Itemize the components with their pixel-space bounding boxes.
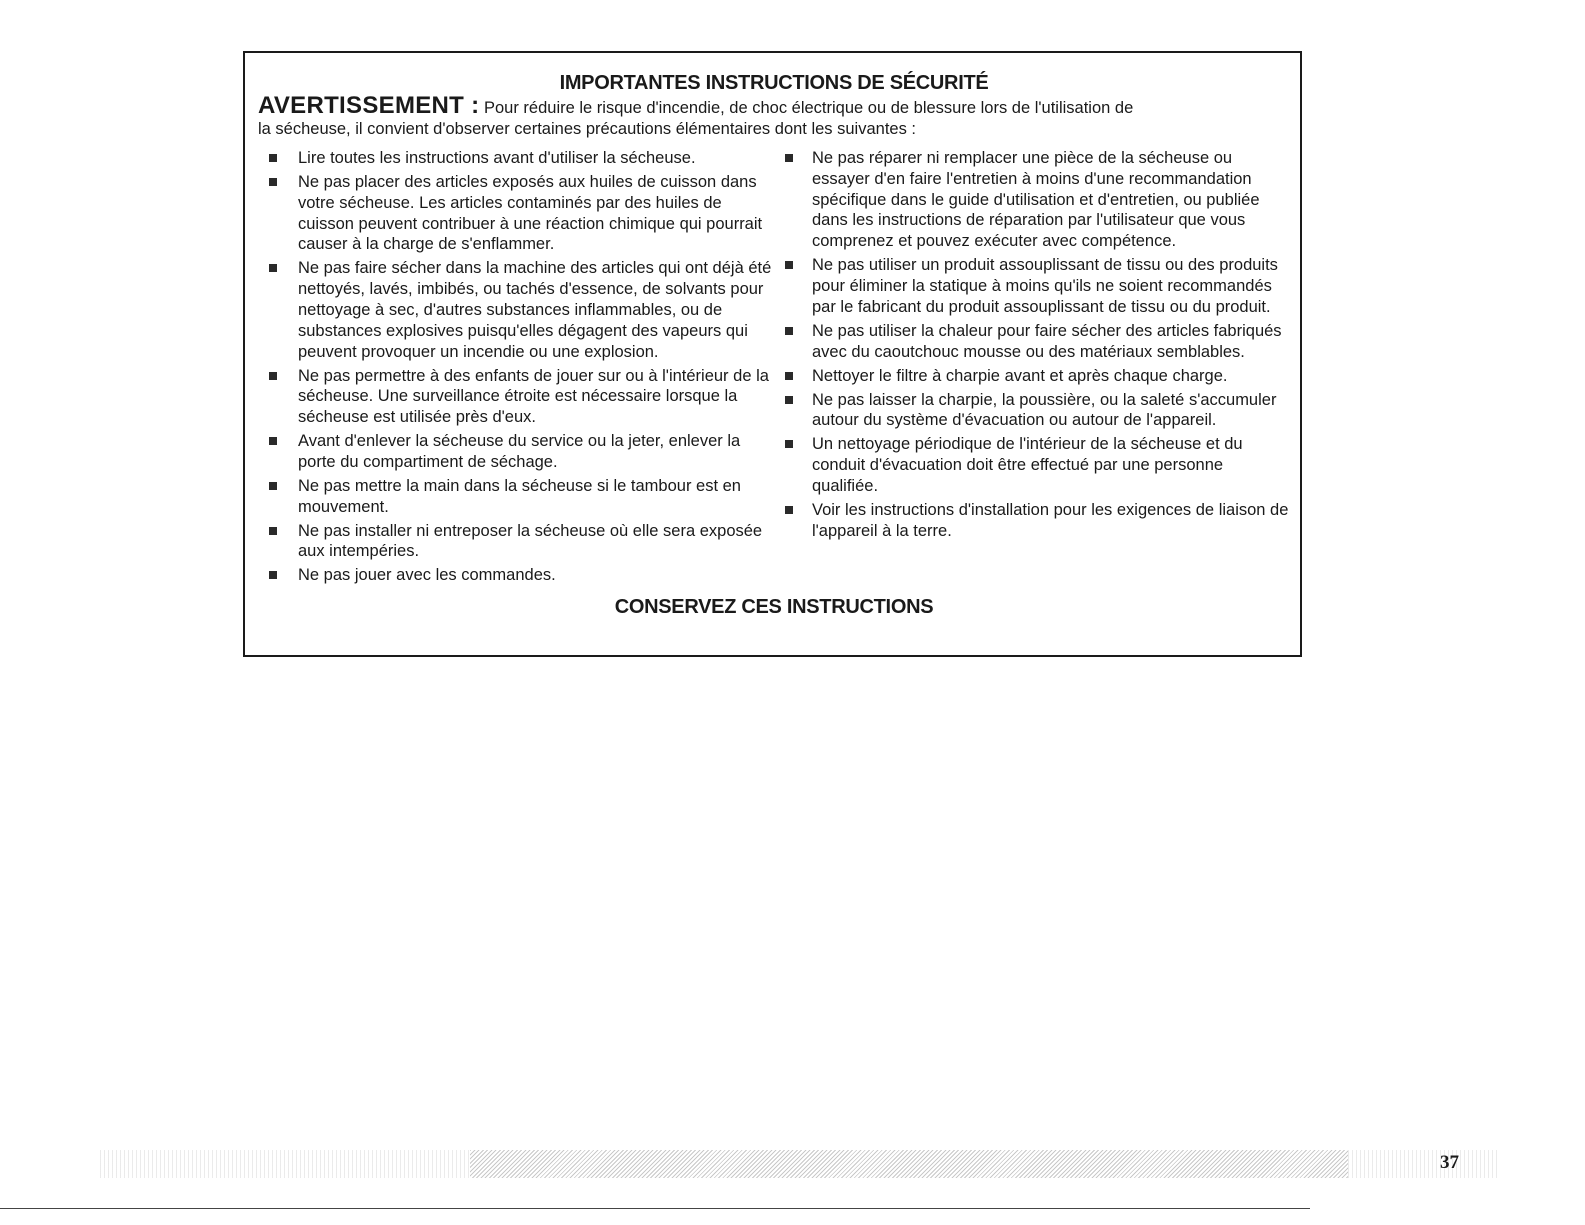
instruction-text: Ne pas utiliser la chaleur pour faire sécher des articles fabriqués avec du caoutchouc mousse ou des matériaux semblables. (811, 321, 1282, 361)
instruction-text: Ne pas installer ni entreposer la sécheuse où elle sera exposée aux intempéries. (298, 521, 763, 561)
instruction-item (258, 366, 774, 428)
warning-line (258, 92, 1290, 119)
footer-dots-right (1348, 1150, 1498, 1178)
square-bullet-icon (785, 440, 793, 448)
left-instruction-list (258, 148, 774, 589)
instruction-item (779, 148, 1290, 252)
instruction-item (779, 366, 1290, 387)
box-title: IMPORTANTES INSTRUCTIONS DE SÉCURITÉ (559, 72, 989, 94)
instruction-columns (258, 148, 1290, 589)
instruction-text: Ne pas placer des articles exposés aux huiles de cuisson dans votre sécheuse. Les articles contaminés par des huiles de cuisson peuvent contribuer à une réaction chimique qui pourrait causer à la charge de s'enflammer. (298, 172, 763, 254)
square-bullet-icon (269, 264, 277, 272)
instruction-text: Nettoyer le filtre à charpie avant et après chaque charge. (811, 366, 1228, 385)
instruction-item (779, 390, 1290, 432)
square-bullet-icon (785, 327, 793, 335)
instruction-text: Ne pas jouer avec les commandes. (298, 566, 556, 585)
instruction-item (258, 148, 774, 169)
instruction-item (258, 521, 774, 563)
right-instruction-list (779, 148, 1290, 589)
square-bullet-icon (269, 527, 277, 535)
instruction-item (258, 172, 774, 255)
instruction-item (258, 431, 774, 473)
footer-dots-left (100, 1150, 470, 1178)
instruction-item (779, 434, 1290, 496)
square-bullet-icon (785, 261, 793, 269)
warning-text: Pour réduire le risque d'incendie, de choc électrique ou de blessure lors de l'utilisation de (479, 99, 1134, 117)
instruction-item (258, 258, 774, 362)
square-bullet-icon (269, 178, 277, 186)
instruction-text: Lire toutes les instructions avant d'utiliser la sécheuse. (298, 149, 696, 167)
square-bullet-icon (269, 154, 277, 162)
square-bullet-icon (785, 372, 793, 380)
instruction-text: Avant d'enlever la sécheuse du service ou la jeter, enlever la porte du compartiment de séchage. (298, 432, 741, 471)
instruction-text: Ne pas réparer ni remplacer une pièce de la sécheuse ou essayer d'en faire l'entretien à moins d'une recommandation spécifique dans le guide d'utilisation et d'entretien, ou publiée dans les instructions de réparation par l'utilisateur que vous comprenez et pouvez exécuter avec compétence. (811, 149, 1260, 251)
page-number: 37 (1440, 1152, 1459, 1173)
bottom-rule (0, 1208, 1310, 1209)
instruction-text: Voir les instructions d'installation pour les exigences de liaison de l'appareil à la terre. (811, 500, 1289, 540)
instruction-text: Ne pas permettre à des enfants de jouer sur ou à l'intérieur de la sécheuse. Une surveillance étroite est nécessaire lorsque la sécheuse est utilisée près d'eux. (298, 366, 769, 427)
footer-hatch-strip (470, 1150, 1348, 1178)
instruction-text: Ne pas laisser la charpie, la poussière, ou la saleté s'accumuler autour du système d'évacuation ou autour de l'appareil. (811, 390, 1277, 430)
square-bullet-icon (785, 396, 793, 404)
square-bullet-icon (269, 571, 277, 579)
instruction-text: Un nettoyage périodique de l'intérieur de la sécheuse et du conduit d'évacuation doit être effectué par une personne qualifiée. (811, 435, 1243, 495)
instruction-text: Ne pas utiliser un produit assouplissant de tissu ou des produits pour éliminer la statique à moins qu'ils ne soient recommandés par le fabricant du produit assouplissant de tissu ou du produit. (811, 256, 1278, 316)
safety-instructions-box (243, 51, 1302, 657)
square-bullet-icon (269, 372, 277, 380)
instruction-text: Ne pas mettre la main dans la sécheuse si le tambour est en mouvement. (298, 476, 741, 516)
square-bullet-icon (269, 482, 277, 490)
intro-text: la sécheuse, il convient d'observer certaines précautions élémentaires dont les suivantes : (258, 120, 917, 138)
box-footer: CONSERVEZ CES INSTRUCTIONS (614, 596, 934, 619)
square-bullet-icon (785, 506, 793, 514)
instruction-item (779, 321, 1290, 363)
square-bullet-icon (269, 437, 277, 445)
instruction-item (258, 476, 774, 518)
warning-word: AVERTISSEMENT : (258, 92, 480, 119)
instruction-item (779, 255, 1290, 317)
square-bullet-icon (785, 154, 793, 162)
instruction-item (258, 565, 774, 586)
instruction-item (779, 500, 1290, 542)
instruction-text: Ne pas faire sécher dans la machine des articles qui ont déjà été nettoyés, lavés, imbibés, ou tachés d'essence, de solvants pour nettoyage à sec, d'autres substances inflammables, ou de substances explosives puisqu'elles dégagent des vapeurs qui peuvent provoquer un incendie ou une explosion. (298, 259, 772, 361)
